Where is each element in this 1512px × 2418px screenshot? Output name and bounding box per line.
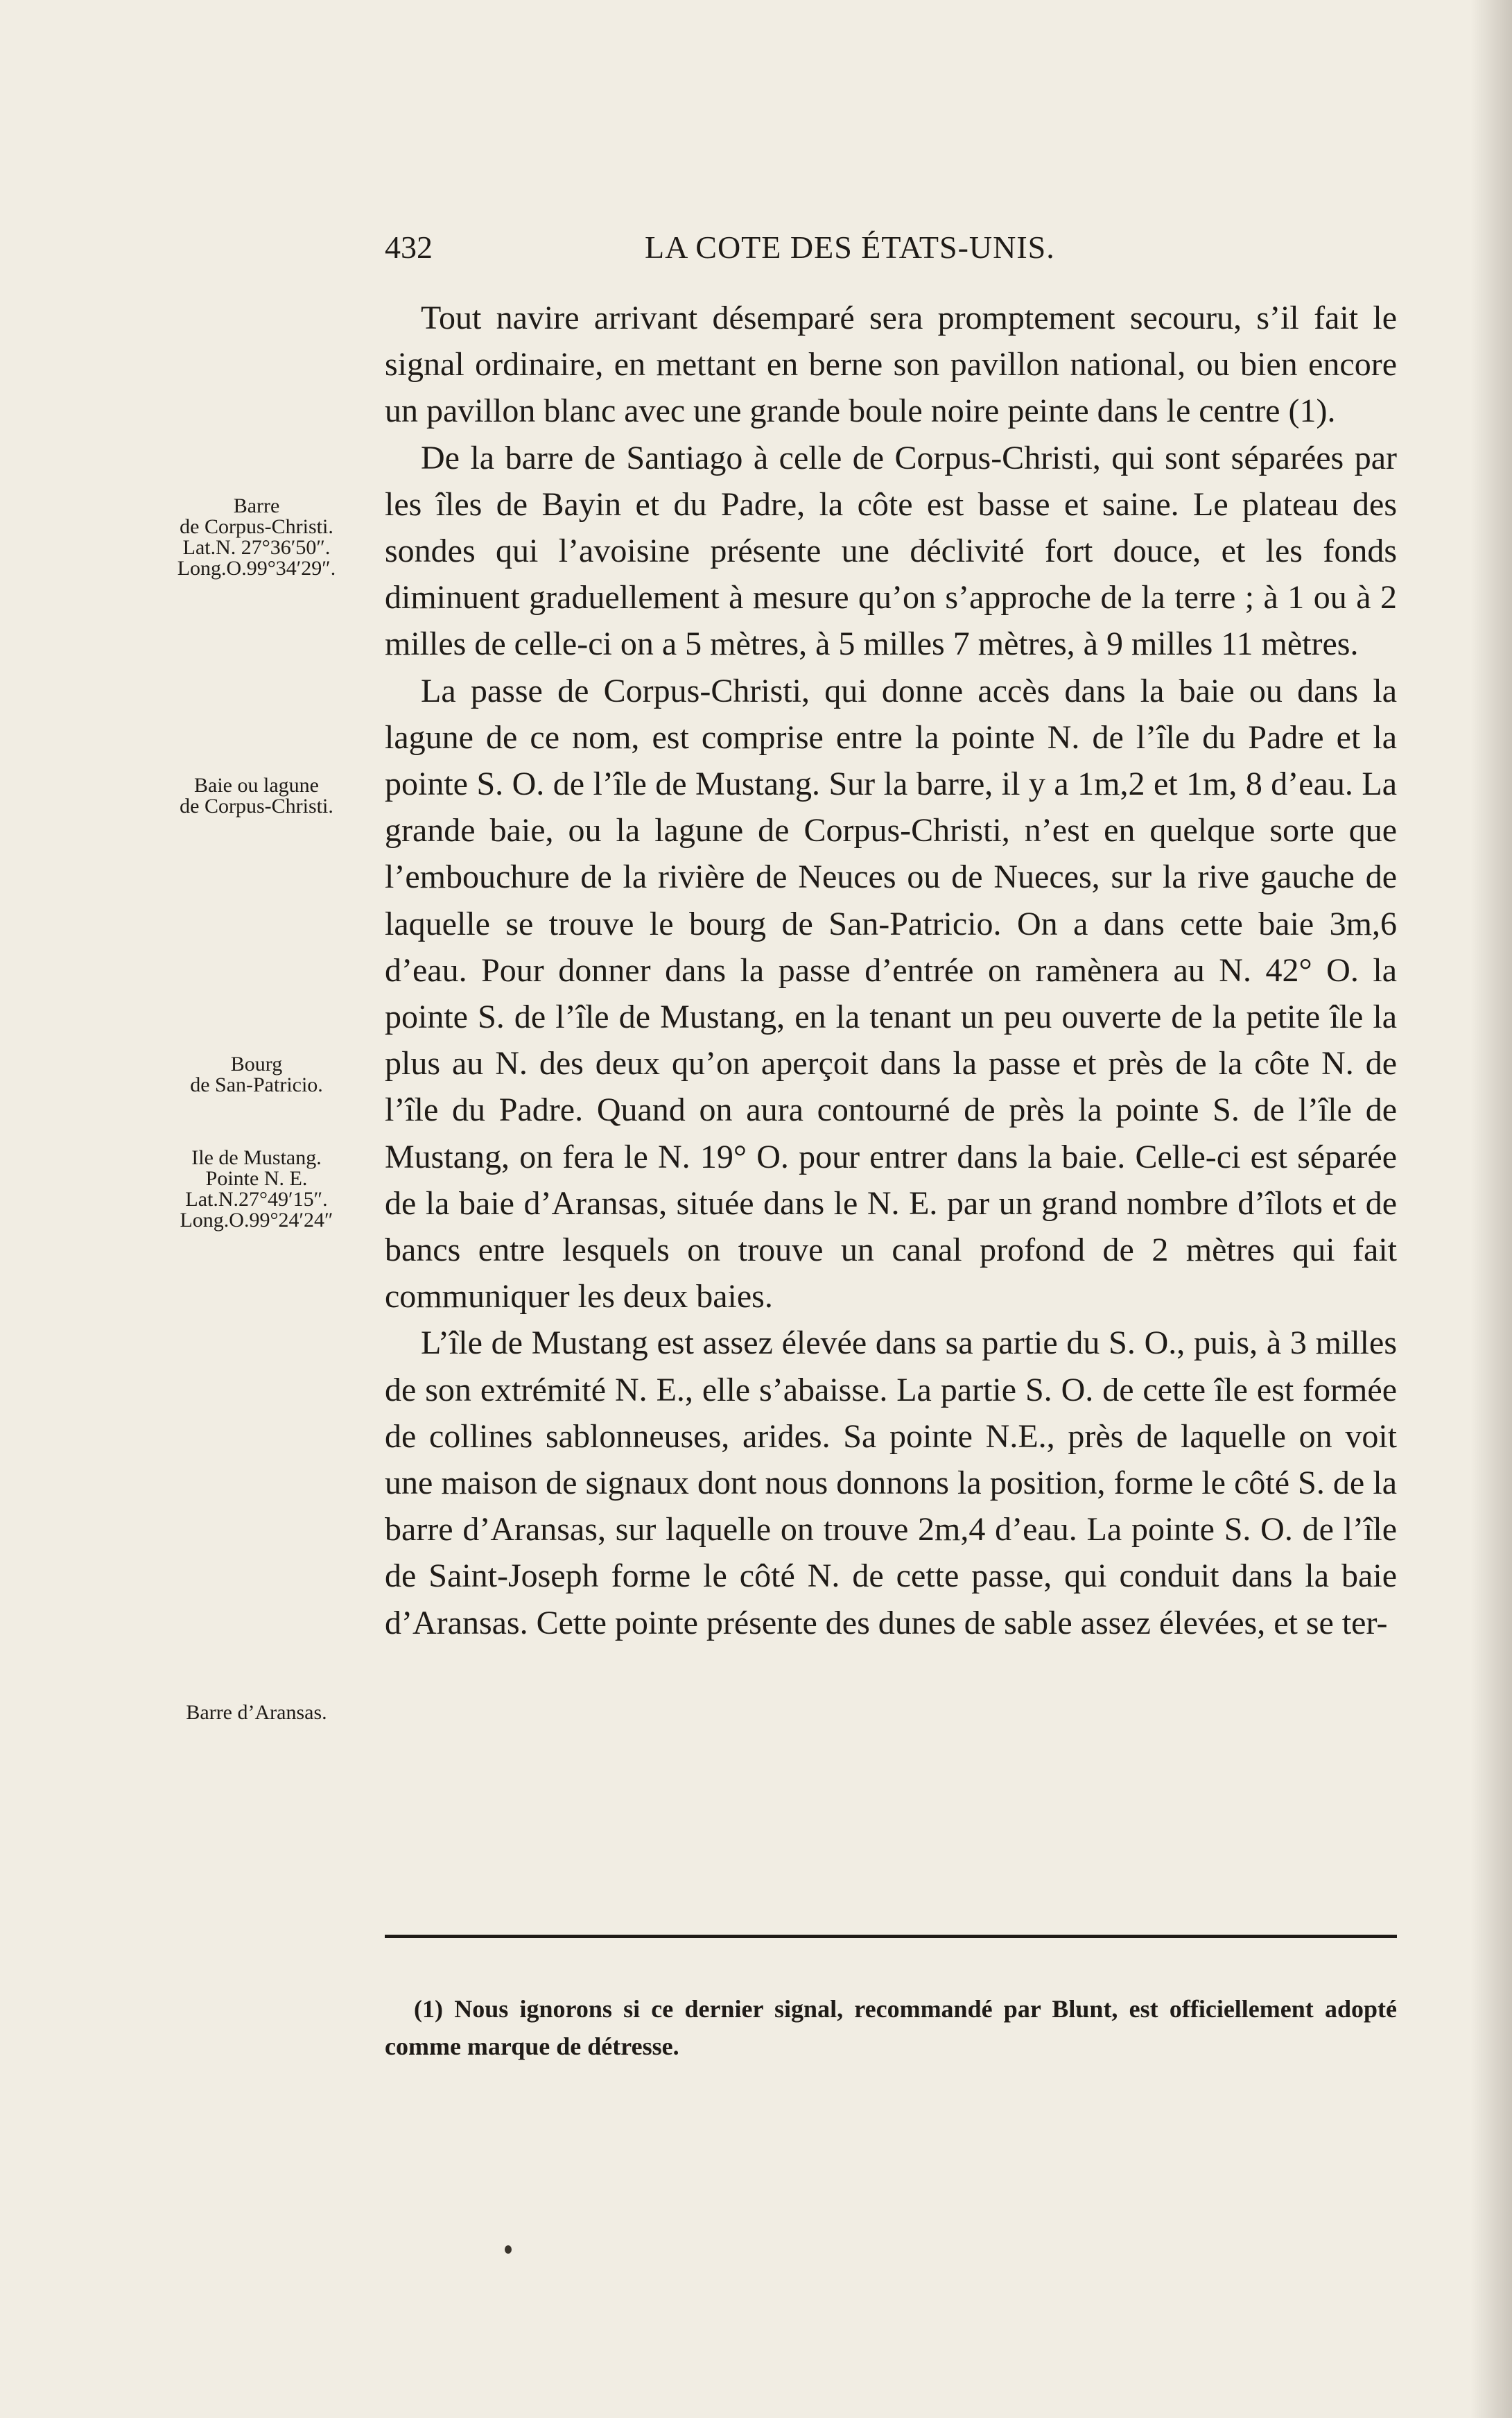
margin-note-line: Barre d’Aransas. xyxy=(186,1701,327,1724)
margin-note-baie-lagune xyxy=(156,775,357,817)
margin-note-barre-aransas xyxy=(156,1702,357,1723)
margin-note-line: de San-Patricio. xyxy=(190,1073,323,1096)
margin-note-line: Long.O.99°34′29″. xyxy=(177,557,336,580)
page-number: 432 xyxy=(385,230,433,265)
margin-note-ile-mustang xyxy=(156,1148,357,1231)
margin-note-line: Bourg xyxy=(230,1053,283,1076)
margin-note-barre-corpus-christi xyxy=(156,496,357,579)
margin-note-line: Long.O.99°24′24″ xyxy=(180,1209,333,1232)
margin-note-line: Ile de Mustang. xyxy=(191,1146,322,1169)
margin-note-line: de Corpus-Christi. xyxy=(180,515,333,538)
margin-note-line: Lat.N.27°49′15″. xyxy=(185,1188,328,1211)
margin-note-line: Pointe N. E. xyxy=(205,1167,308,1190)
paragraph: L’île de Mustang est assez élevée dans sa partie du S. O., puis, à 3 milles de son extrémité N. E., elle s’abaisse. La partie S. O. de cette île est formée de collines sablonneuses, arides. Sa pointe N.E., près de laquelle on voit une maison de signaux dont nous donnons la position, forme le côté S. de la barre d’Aransas, sur laquelle on trouve 2m,4 d’eau. La pointe S. O. de l’île de Saint-Joseph forme le côté N. de cette passe, qui conduit dans la baie d’Aransas. Cette pointe présente des dunes de sable assez élevées, et se ter- xyxy=(385,1324,1397,1641)
main-text xyxy=(385,295,1397,1646)
page-edge-shadow xyxy=(1470,0,1512,2418)
page-header xyxy=(385,229,1397,277)
running-title: LA COTE DES ÉTATS-UNIS. xyxy=(645,230,1055,265)
footnote-divider xyxy=(385,1935,1397,1938)
footnote: (1) Nous ignorons si ce dernier signal, recommandé par Blunt, est officiellement adopté comme marque de détresse. xyxy=(385,1995,1397,2060)
ink-speck xyxy=(505,2245,512,2254)
margin-note-line: Lat.N. 27°36′50″. xyxy=(182,536,331,559)
margin-note-san-patricio xyxy=(156,1054,357,1096)
paragraph: La passe de Corpus-Christi, qui donne accès dans la baie ou dans la lagune de ce nom, est comprise entre la pointe N. de l’île du Padre et la pointe S. O. de l’île de Mustang. Sur la barre, il y a 1m,2 et 1m, 8 d’eau. La grande baie, ou la lagune de Corpus-Christi, n’est en quelque sorte que l’embouchure de la rivière de Neuces ou de Nueces, sur la rive gauche de laquelle se trouve le bourg de San-Patricio. On a dans cette baie 3m,6 d’eau. Pour donner dans la passe d’entrée on ramènera au N. 42° O. la pointe S. de l’île de Mustang, en la tenant un peu ouverte de la petite île la plus au N. des deux qu’on aperçoit dans la passe et près de la côte N. de l’île du Padre. Quand on aura contourné de près la pointe S. de l’île de Mustang, on fera le N. 19° O. pour entrer dans la baie. Celle-ci est séparée de la baie d’Aransas, située dans le N. E. par un grand nombre d’îlots et de bancs entre lesquels on trouve un canal profond de 2 mètres qui fait communiquer les deux baies. xyxy=(385,672,1397,1315)
margin-note-line: Baie ou lagune xyxy=(194,774,319,797)
paragraph: De la barre de Santiago à celle de Corpus-Christi, qui sont séparées par les îles de Bayin et du Padre, la côte est basse et saine. Le plateau des sondes qui l’avoisine présente une déclivité fort douce, et les fonds diminuent graduellement à mesure qu’on s’approche de la terre ; à 1 ou à 2 milles de celle-ci on a 5 mètres, à 5 milles 7 mètres, à 9 milles 11 mètres. xyxy=(385,439,1397,663)
margin-note-line: de Corpus-Christi. xyxy=(180,795,333,818)
paragraph: Tout navire arrivant désemparé sera promptement secouru, s’il fait le signal ordinaire, en mettant en berne son pavillon national, ou bien encore un pavillon blanc avec une grande boule noire peinte dans le centre (1). xyxy=(385,300,1397,430)
margin-note-line: Barre xyxy=(233,494,280,517)
